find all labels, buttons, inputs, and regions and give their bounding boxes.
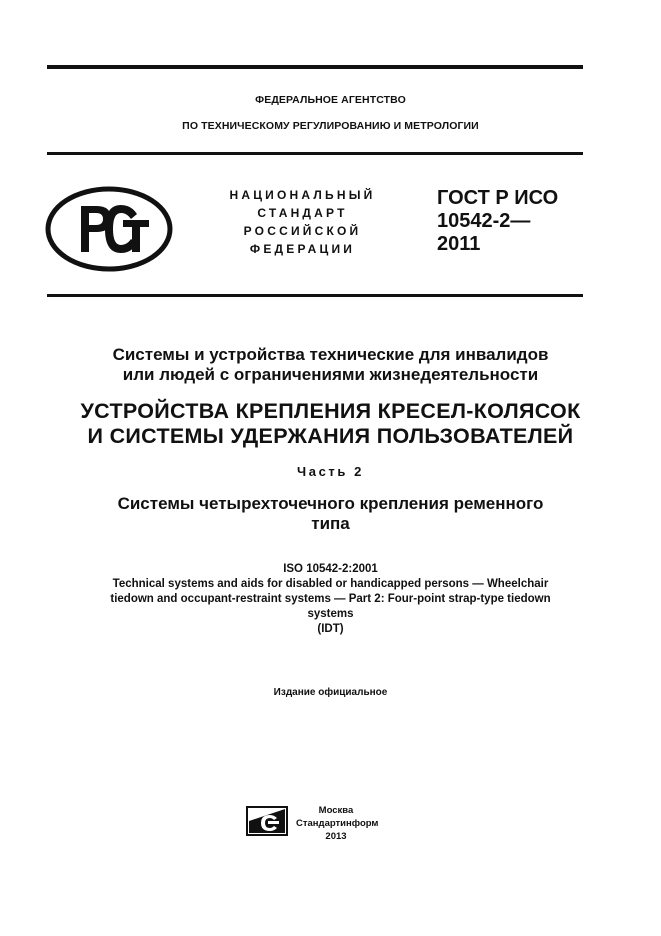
header-rule [47,152,583,155]
main-title-line: УСТРОЙСТВА КРЕПЛЕНИЯ КРЕСЕЛ-КОЛЯСОК [80,399,581,423]
iso-line: Technical systems and aids for disabled or handicapped persons — Wheelchair [112,578,549,590]
part-title-line: типа [311,514,350,533]
iso-line: ISO 10542-2:2001 [283,563,378,575]
publisher [296,804,379,843]
subtitle-line: Системы и устройства технические для инвалидов [112,345,549,364]
part-title [0,494,661,534]
rst-logo-icon [45,186,173,277]
gost-line: ГОСТ Р ИСО [437,187,559,209]
edition-label: Издание официальное [273,687,388,698]
agency-line-1: ФЕДЕРАЛЬНОЕ АГЕНТСТВО [255,94,406,106]
publisher-year: 2013 [325,831,347,842]
iso-line: systems [307,608,354,620]
agency-line-2: ПО ТЕХНИЧЕСКОМУ РЕГУЛИРОВАНИЮ И МЕТРОЛОГИИ [182,120,479,132]
top-rule [47,65,583,69]
national-line: РОССИЙСКОЙ [243,224,362,238]
main-title [0,399,661,449]
national-line: СТАНДАРТ [257,206,348,220]
publisher-name: Стандартинформ [296,818,379,829]
part-label: Часть 2 [297,464,364,479]
part-title-line: Системы четырехточечного крепления ременного [117,494,544,513]
national-line: ФЕДЕРАЦИИ [249,242,356,256]
subtitle-line: или людей с ограничениями жизнедеятельности [122,365,539,384]
gost-line: 2011 [437,233,481,255]
standartinform-logo-icon [246,806,288,841]
subtitle [0,345,661,385]
publisher-city: Москва [318,805,354,816]
standard-rule [47,294,583,297]
iso-reference [40,562,621,637]
iso-line: (IDT) [317,623,344,635]
national-standard-label [210,186,395,258]
main-title-line: И СИСТЕМЫ УДЕРЖАНИЯ ПОЛЬЗОВАТЕЛЕЙ [87,424,574,448]
national-line: НАЦИОНАЛЬНЫЙ [229,188,376,202]
gost-line: 10542-2— [437,210,531,232]
gost-number [437,187,558,256]
iso-line: tiedown and occupant-restraint systems — Part 2: Four-point strap-type tiedown [110,593,551,605]
